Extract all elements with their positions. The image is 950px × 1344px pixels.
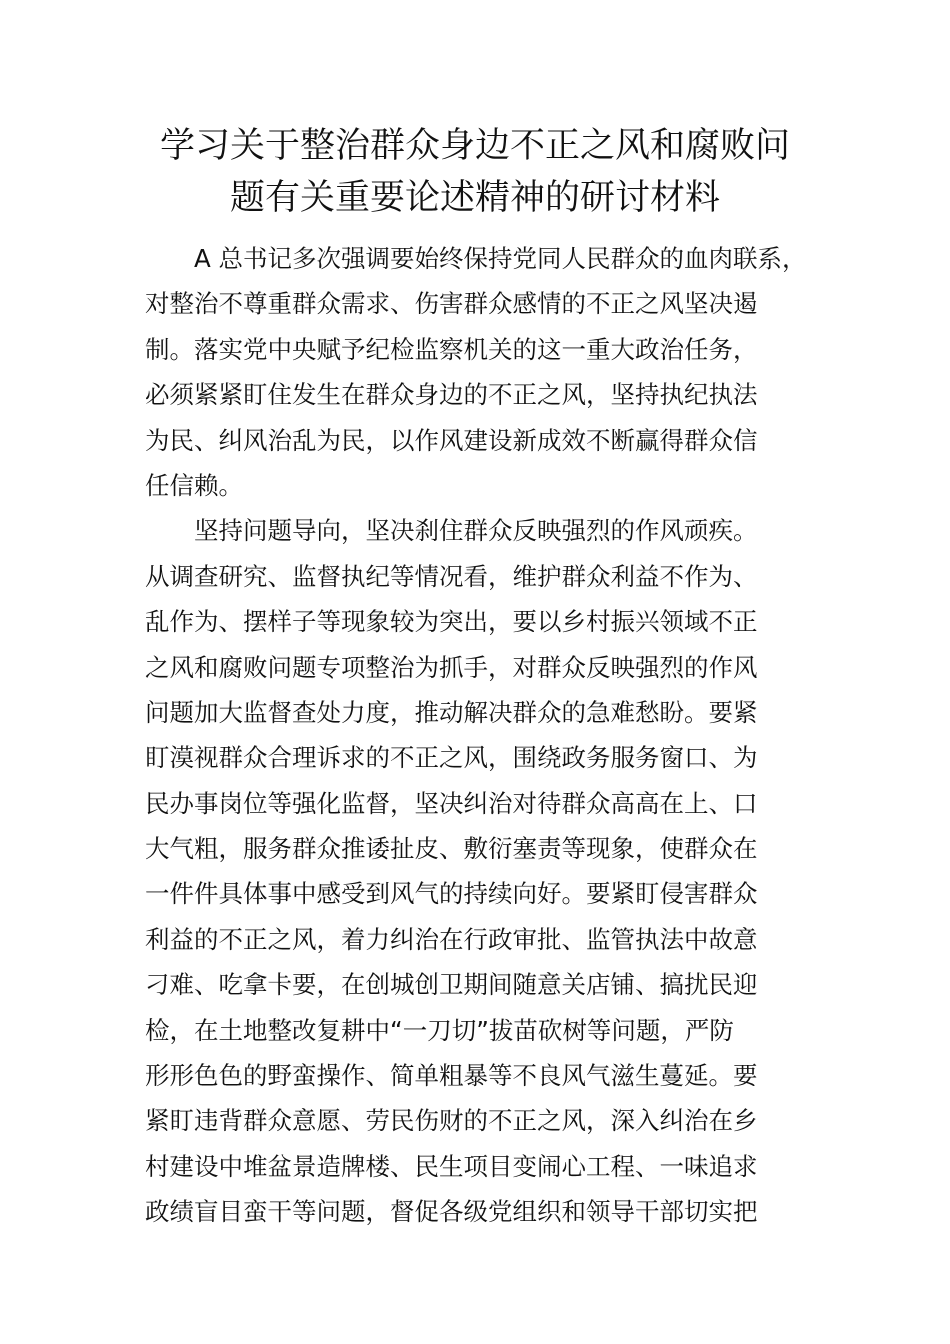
- paragraph-line: A 总书记多次强调要始终保持党同人民群众的血肉联系，: [194, 244, 807, 273]
- paragraph-line: 民办事岗位等强化监督，坚决纠治对待群众高高在上、口: [145, 788, 758, 818]
- paragraph-2: [145, 508, 845, 1234]
- document-title: [100, 120, 850, 224]
- title-line-1: 学习关于整治群众身边不正之风和腐败问: [159, 126, 790, 166]
- paragraph-line: 制。落实党中央赋予纪检监察机关的这一重大政治任务，: [145, 334, 758, 364]
- title-line-2: 题有关重要论述精神的研讨材料: [229, 178, 720, 218]
- paragraph-line: 坚持问题导向，坚决刹住群众反映强烈的作风顽疾。: [194, 516, 758, 546]
- paragraph-line: 为民、纠风治乱为民，以作风建设新成效不断赢得群众信: [145, 425, 758, 455]
- paragraph-line: 对整治不尊重群众需求、伤害群众感情的不正之风坚决遏: [145, 289, 758, 319]
- paragraph-line: 政绩盲目蛮干等问题，督促各级党组织和领导干部切实把: [145, 1197, 758, 1227]
- paragraph-line: 刁难、吃拿卡要，在创城创卫期间随意关店铺、搞扰民迎: [145, 970, 758, 1000]
- document-body: [145, 236, 845, 1235]
- paragraph-line: 紧盯违背群众意愿、劳民伤财的不正之风，深入纠治在乡: [145, 1106, 758, 1136]
- paragraph-line: 问题加大监督查处力度，推动解决群众的急难愁盼。要紧: [145, 697, 758, 727]
- paragraph-line: 任信赖。: [145, 470, 243, 500]
- paragraph-1: [145, 236, 845, 508]
- paragraph-line: 之风和腐败问题专项整治为抓手，对群众反映强烈的作风: [145, 652, 758, 682]
- paragraph-line: 利益的不正之风，着力纠治在行政审批、监管执法中故意: [145, 924, 758, 954]
- paragraph-line: 一件件具体事中感受到风气的持续向好。要紧盯侵害群众: [145, 879, 758, 909]
- paragraph-line: 盯漠视群众合理诉求的不正之风，围绕政务服务窗口、为: [145, 743, 758, 773]
- paragraph-line: 必须紧紧盯住发生在群众身边的不正之风，坚持执纪执法: [145, 380, 758, 410]
- paragraph-line: 大气粗，服务群众推诿扯皮、敷衍塞责等现象，使群众在: [145, 834, 758, 864]
- paragraph-line: 乱作为、摆样子等现象较为突出，要以乡村振兴领域不正: [145, 607, 758, 637]
- paragraph-line: 村建设中堆盆景造牌楼、民生项目变闹心工程、一味追求: [145, 1151, 758, 1181]
- paragraph-line: 从调查研究、监督执纪等情况看，维护群众利益不作为、: [145, 561, 758, 591]
- paragraph-line: 形形色色的野蛮操作、简单粗暴等不良风气滋生蔓延。要: [145, 1061, 758, 1091]
- paragraph-line: 检，在土地整改复耕中“一刀切”拔苗砍树等问题，严防: [145, 1015, 734, 1045]
